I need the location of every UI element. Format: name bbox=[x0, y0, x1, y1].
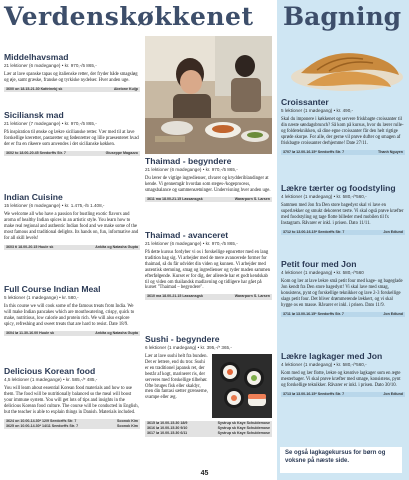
schedule-teacher: Systrup sk Kaye Schuldemose bbox=[217, 426, 270, 431]
schedule-time-place: 3713 lø 13.00-16.15* Seedorffs Str. 7 bbox=[283, 391, 345, 396]
course-siciliansk-mad bbox=[4, 110, 140, 156]
course-title: Thaimad - begyndere bbox=[145, 156, 232, 166]
schedule-row bbox=[147, 197, 270, 202]
course-schedule bbox=[145, 294, 272, 299]
course-meta: 21 lektioner (6 mødegange) • kr. 970,-/5 865,- bbox=[145, 167, 238, 172]
course-meta: 5 lektioner (1 mødegang) • kr. 490,- bbox=[281, 108, 354, 113]
course-meta: 5 lektioner (1 mødegange) • kr. 580,- bbox=[4, 295, 79, 300]
thai-cooking-photo bbox=[145, 36, 272, 154]
course-schedule bbox=[4, 331, 140, 336]
course-description: På dette kursus fordyber vi os i forskellige egnsretter med en lang tradition bag sig. Vi arbejder med de mere avancerede former for thaimad, så du får udvidet din viden og kunnen. Vi arbejder med autentisk stemning, smag og ingredienser og ryder maden sammen efterfølgende. Kurset er for dig, der allerede har et godt kendskab til og viden om thailandsk madlavning og tidligere har gået på kurset "Thaimad – begyndere". bbox=[145, 250, 271, 291]
course-meta: 4,5 lektioner (1 mødegange) • kr. 585,-/* 485,- bbox=[4, 377, 98, 382]
schedule-row bbox=[283, 392, 403, 397]
schedule-row bbox=[283, 230, 403, 235]
course-schedule bbox=[281, 230, 405, 235]
course-title: Sushi - begyndere bbox=[145, 334, 220, 344]
schedule-row bbox=[6, 424, 138, 429]
schedule-teacher: Jon Edlund bbox=[383, 311, 403, 316]
schedule-time-place: 3611 ma 18.00-21.15 Lassansgsk bbox=[147, 196, 203, 201]
course-description: You will learn about essential Korean food materials and how to use them. The food will be nutritionally balanced so the meal will boost your immune system. You will get lots of tips and insights in the delicious Korean food culture. The course will be conducted in English, but the teacher is able to explain things in Danish. Materials included. bbox=[4, 386, 139, 415]
schedule-row bbox=[147, 431, 270, 436]
schedule-teacher: Thanh Nguyen bbox=[378, 149, 403, 154]
schedule-row bbox=[6, 87, 138, 92]
course-meta: 6 lektioner (1 mødegang) • kr. 395,-/* 365,- bbox=[145, 345, 232, 350]
schedule-time-place: 3603 ti 18.00-20.15 Huule sk bbox=[6, 244, 54, 249]
course-description: Du lærer de vigtige ingredienser, råvarer og krydderiblandinger at kende. Vi gennemgår hvordan som steges-/kogeprocess, smagsbalance og sammensætninger. Undervisning hver anden uge. bbox=[145, 176, 271, 193]
course-schedule bbox=[145, 197, 272, 202]
course-title: Middelhavsmad bbox=[4, 52, 69, 62]
course-schedule bbox=[4, 245, 140, 250]
schedule-teacher: Systrup sk Kaye Schuldemose bbox=[217, 421, 270, 425]
schedule-teacher: Jon Edlund bbox=[383, 229, 403, 234]
course-description: Lær at lave spanske tapas og italienske retter, der fryder både smagsløg og øje, samt græske, franske og tyrkiske nydelser. Hver anden uge. bbox=[4, 72, 138, 83]
schedule-row bbox=[283, 150, 403, 155]
course-title: Lækre tærter og foodstyling bbox=[281, 183, 396, 193]
course-title: Siciliansk mad bbox=[4, 110, 64, 120]
schedule-time-place: 3712 to 13.00-16.15* Seedorffs Str. 7 bbox=[283, 229, 345, 234]
course-delicious-korean-food bbox=[4, 366, 140, 429]
schedule-time-place: 3617 lø 10.00-15.30 6/11 bbox=[147, 431, 188, 436]
section-title-bagning: Bagning bbox=[283, 2, 402, 31]
course-thaimad-begyndere bbox=[145, 156, 272, 202]
schedule-teacher: Wararporn S. Larsen bbox=[234, 196, 270, 201]
schedule-teacher: Soonok Kim bbox=[117, 423, 138, 428]
course-meta: 21 lektioner (7 mødegange) • kr. 970,-/5 865,- bbox=[4, 121, 97, 126]
schedule-teacher: Abelone Kuijp bbox=[113, 86, 138, 91]
course-full-course-indian-meal bbox=[4, 284, 140, 336]
course-title: Petit four med Jon bbox=[281, 259, 357, 269]
schedule-time-place: 3625 on 10.00-14.30* 14/11 Seedorffs Str. 7 bbox=[6, 423, 79, 428]
sushi-photo-graphic bbox=[212, 354, 272, 418]
course-schedule bbox=[4, 151, 140, 156]
schedule-row bbox=[6, 331, 138, 336]
schedule-teacher: Giuseppe Magazzo bbox=[105, 150, 138, 155]
sushi-photo bbox=[212, 354, 272, 418]
course-sushi-begyndere bbox=[145, 334, 272, 437]
schedule-time-place: 3602 to 18.00-20.45 Seedorffs Str. 7 bbox=[6, 150, 66, 155]
schedule-time-place: 3616 lø 10.00-15.30 9/10 bbox=[147, 426, 188, 431]
course-title: Lækre lagkager med Jon bbox=[281, 351, 383, 361]
croissant-photo-graphic bbox=[277, 37, 409, 95]
course-indian-cuisine bbox=[4, 192, 140, 250]
sushi-content bbox=[145, 354, 272, 418]
course-meta: 21 lektioner (6 mødegange) • kr. 970,-/5 865,- bbox=[145, 241, 238, 246]
schedule-teacher: Soonok Kim bbox=[117, 418, 138, 423]
section-header-right bbox=[277, 0, 409, 37]
schedule-teacher: Ankita og Natasha Gupta bbox=[95, 244, 138, 249]
course-title: Thaimad - avanceret bbox=[145, 230, 229, 240]
course-thaimad-avanceret bbox=[145, 230, 272, 300]
course-description: Kom med og lær flotte, lækre og kreative lagkager som en ægte mesterbager. Vi skal prøve kræfter med smage, konsistens, pynt og forskellige teknikker. Råvarer er inkl. i prisen. Dato 30/10. bbox=[281, 371, 401, 388]
course-petit-four bbox=[281, 259, 405, 317]
course-title: Croissanter bbox=[281, 97, 329, 107]
course-description: Kom og lær at lave lækre små petit four med kage- og bagegladе Jon kendt fra Den store bagedyst! Vi skal lave med smag, konsistens, pynt og forskellige teknikker og lave 2-3 forskellige slags petit four. Det bliver drømmerende lækkert, og vi skal hygge os en masse. Råvarer er inkl. i prisen. Dato 11/9. bbox=[281, 279, 403, 308]
course-meta: 4 lektioner (1 mødegang) • kr. 580,-/*560,- bbox=[281, 194, 367, 199]
course-middelhavsmad bbox=[4, 52, 140, 92]
schedule-teacher: Wararporn S. Larsen bbox=[234, 294, 270, 299]
course-description: In this course we will cook some of the famous treats from India. We will make Indian pancakes which are mouthwatering, crispy, quick to make, nutritious, low calorie and protein rich. We will also explore spicy, refreshing and sweet treats that are hard to resist. Date 18/9. bbox=[4, 304, 135, 327]
schedule-teacher: Jon Edlund bbox=[383, 391, 403, 396]
schedule-time-place: 3604 lø 11.30-16.00 Huule sk bbox=[6, 330, 55, 335]
schedule-time-place: 3711 lø 13.00-16.15* Seedorffs Str. 7 bbox=[283, 311, 344, 316]
schedule-time-place: 3600 on 18.15-21.30 Kattrinebj sk bbox=[6, 86, 63, 91]
course-description: Skal du imponere i køkkenet og servere friskbagte croissanter til din næste søndagsbrunch? Så kom på kursus, hvor du lærer rulle- og foldeteknikken, så dine egne croissanter får den helt rigtige sprøde skorpe. For alle, der gerne vil prøve dufter og smagen af friskbagte croissanter derhjemme! Date 27/11. bbox=[281, 117, 404, 146]
course-croissanter bbox=[281, 97, 405, 155]
page-number: 45 bbox=[200, 470, 209, 477]
thai-cooking-photo-graphic bbox=[145, 36, 272, 154]
croissant-photo bbox=[277, 37, 409, 95]
course-title: Full Course Indian Meal bbox=[4, 284, 101, 294]
course-schedule bbox=[281, 150, 405, 155]
course-title: Delicious Korean food bbox=[4, 366, 96, 376]
schedule-time-place: 3624 on 10.00-14.30* 12/9 Seedorffs Str. 7 bbox=[6, 418, 77, 423]
course-schedule bbox=[145, 421, 272, 437]
course-description: På inspiration til ønske og lækre sicilianske retter. Vær med til at lave forskellige kreretter, pastaretter og fødenretter og lille praesenteret hvad der er fra en rikeere som anvendes i det sicilianske køkken. bbox=[4, 130, 139, 147]
course-schedule bbox=[4, 87, 140, 92]
schedule-teacher: Ankita og Natasha Gupta bbox=[95, 330, 138, 335]
course-meta: 4 lektioner (1 mødegang) • kr. 580,-/*560,- bbox=[281, 362, 367, 367]
kids-course-notice-text: Se også lagkagekursus for børn og voksne på næste side. bbox=[285, 450, 386, 464]
schedule-row bbox=[6, 245, 138, 250]
course-description: We welcome all who have a passion for bustling exotic flavors and aroma of healthy Indian spices in an artistic style. You learn how to make real regional and authentic Indian food and we make some of the most famous and traditional delights. Its hands on, fun, informative and for all skill levels! bbox=[4, 212, 139, 241]
schedule-row bbox=[147, 294, 270, 299]
course-schedule bbox=[281, 392, 405, 397]
course-schedule bbox=[281, 312, 405, 317]
schedule-teacher: Systrup sk Kaye Schuldemose bbox=[217, 431, 270, 436]
schedule-row bbox=[283, 312, 403, 317]
section-title-verdenskokkenet: Verdenskøkkenet bbox=[4, 2, 254, 31]
course-laekre-taerter bbox=[281, 183, 405, 235]
course-meta: 15 lektioner (6 mødegange) • kr. 1.475,-/5 1.408,- bbox=[4, 203, 105, 208]
schedule-time-place: 3615 lø 10.00-15.30 18/9 bbox=[147, 421, 188, 425]
schedule-row bbox=[6, 151, 138, 156]
course-meta: 4 lektioner (1 mødegang) • kr. 580,-/*560 bbox=[281, 270, 364, 275]
schedule-time-place: 3707 lø 12.00-16.15* Seedorffs Str. 7 bbox=[283, 149, 345, 154]
section-header-left bbox=[4, 2, 266, 32]
course-title: Indian Cuisine bbox=[4, 192, 63, 202]
course-laekre-lagkager bbox=[281, 351, 405, 397]
course-description: Lær at lave sushi helt fra bunden. Det er lettere, end du tror. Sushi er en traditionel japansk ret, der består af kogt, marineret ris, der serveres med forskellige tilbehør. Ofte bruges fisk eller skaldyr, men din fantasi sætter grænserne, svampe eller æg. bbox=[145, 354, 208, 401]
schedule-time-place: 3610 ma 18.00-21.15 Lassansgsk bbox=[147, 294, 203, 299]
column-3-bagning bbox=[277, 37, 409, 480]
course-schedule bbox=[4, 419, 140, 429]
course-description: Sammen med Jon fra Den store bagedyst skal vi lave en superlækker og smukt dekoreret tærte. Vi skal også prøve kræfter med foodstyling og tage flotte billeder med mobilen til fx Instagram. Råvarer er inkl. i prisen. Dato 11/11. bbox=[281, 203, 404, 226]
course-meta: 21 lektioner (6 mødegange) • kr. 970,-/5 865,- bbox=[4, 63, 97, 68]
